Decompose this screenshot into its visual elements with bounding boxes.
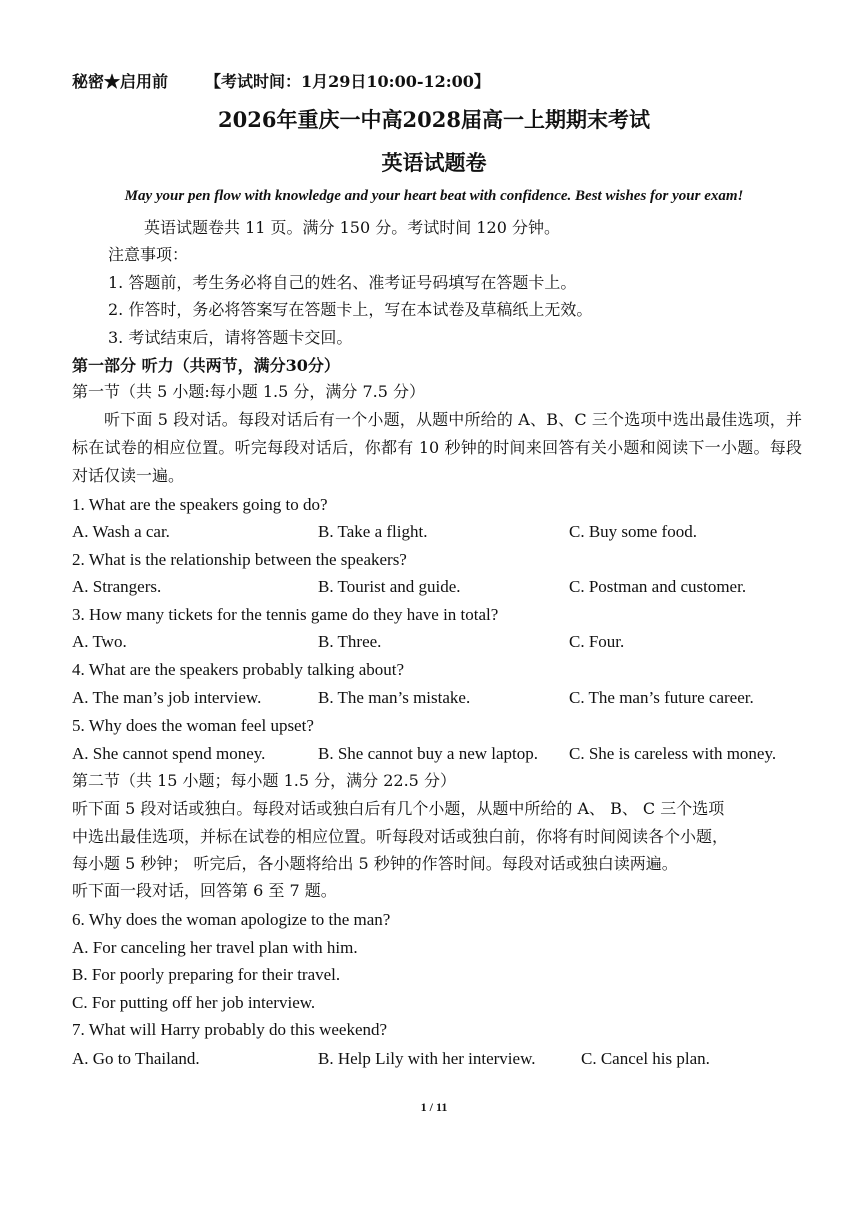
exam-time: 【考试时间：1月29日10:00-12:00】 xyxy=(205,72,490,91)
option-a: A. For canceling her travel plan with him. xyxy=(72,938,358,957)
section2-heading: 第二节（共 15 小题；每小题 1.5 分，满分 22.5 分） xyxy=(72,771,456,790)
option-a: A. Two. xyxy=(72,632,127,651)
question-text: 6. Why does the woman apologize to the man? xyxy=(72,910,391,929)
option-c: C. Cancel his plan. xyxy=(581,1049,710,1068)
exam-title: 2026年重庆一中高2028届高一上期期末考试 xyxy=(218,107,650,132)
question-text: 1. What are the speakers going to do? xyxy=(72,495,328,514)
question-text: 2. What is the relationship between the speakers? xyxy=(72,550,407,569)
confidential-mark: 秘密★启用前 xyxy=(72,72,169,91)
question-text: 4. What are the speakers probably talking about? xyxy=(72,660,405,679)
option-b: B. Three. xyxy=(318,632,382,651)
option-b: B. Tourist and guide. xyxy=(318,577,461,596)
option-c: C. For putting off her job interview. xyxy=(72,993,316,1012)
section2-instructions-line: 听下面 5 段对话或独白。每段对话或独白后有几个小题，从题中所给的 A、 B、 C 三个选项 xyxy=(72,799,725,818)
option-b: B. Help Lily with her interview. xyxy=(318,1049,536,1068)
option-b: B. For poorly preparing for their travel. xyxy=(72,965,341,984)
note-item: 2. 作答时，务必将答案写在答题卡上，写在本试卷及草稿纸上无效。 xyxy=(108,300,593,319)
question-text: 5. Why does the woman feel upset? xyxy=(72,716,314,735)
group-note: 听下面一段对话，回答第 6 至 7 题。 xyxy=(72,881,337,900)
option-c: C. She is careless with money. xyxy=(569,744,777,763)
option-c: C. Buy some food. xyxy=(569,522,697,541)
option-a: A. The man’s job interview. xyxy=(72,688,262,707)
section2-instructions-line: 中选出最佳选项，并标在试卷的相应位置。听每段对话或独白前，你将有时间阅读各个小题， xyxy=(72,827,729,846)
option-a: A. Wash a car. xyxy=(72,522,170,541)
question-text: 7. What will Harry probably do this weekend? xyxy=(72,1020,388,1039)
option-c: C. Postman and customer. xyxy=(569,577,747,596)
section1-heading: 第一节（共 5 小题:每小题 1.5 分，满分 7.5 分） xyxy=(72,382,425,401)
part1-heading: 第一部分 听力（共两节，满分30分） xyxy=(72,356,340,375)
note-item: 3. 考试结束后，请将答题卡交回。 xyxy=(108,328,353,347)
option-b: B. Take a flight. xyxy=(318,522,428,541)
section1-instructions: 听下面 5 段对话。每段对话后有一个小题，从题中所给的 A、B、C 三个选项中选出最佳选项，并标在试卷的相应位置。听完每段对话后，你都有 10 秒钟的时间来回答有关小题和阅读下一小题。每段对话仅读一遍。 xyxy=(72,410,802,485)
exam-motto: May your pen flow with knowledge and your heart beat with confidence. Best wishes for your exam! xyxy=(124,188,744,204)
option-a: A. Go to Thailand. xyxy=(72,1049,200,1068)
notes-heading: 注意事项： xyxy=(108,245,189,264)
exam-subtitle: 英语试题卷 xyxy=(381,150,487,175)
section2-instructions-line: 每小题 5 秒钟； 听完后，各小题将给出 5 秒钟的作答时间。每段对话或独白读两遍。 xyxy=(72,854,678,873)
note-item: 1. 答题前，考生务必将自己的姓名、准考证号码填写在答题卡上。 xyxy=(108,273,577,292)
option-c: C. The man’s future career. xyxy=(569,688,754,707)
page-number: 1 / 11 xyxy=(420,1100,448,1114)
option-a: A. She cannot spend money. xyxy=(72,744,266,763)
option-c: C. Four. xyxy=(569,632,625,651)
option-b: B. The man’s mistake. xyxy=(318,688,471,707)
question-text: 3. How many tickets for the tennis game do they have in total? xyxy=(72,605,499,624)
option-b: B. She cannot buy a new laptop. xyxy=(318,744,539,763)
exam-summary: 英语试题卷共 11 页。满分 150 分。考试时间 120 分钟。 xyxy=(144,218,560,237)
option-a: A. Strangers. xyxy=(72,577,162,596)
